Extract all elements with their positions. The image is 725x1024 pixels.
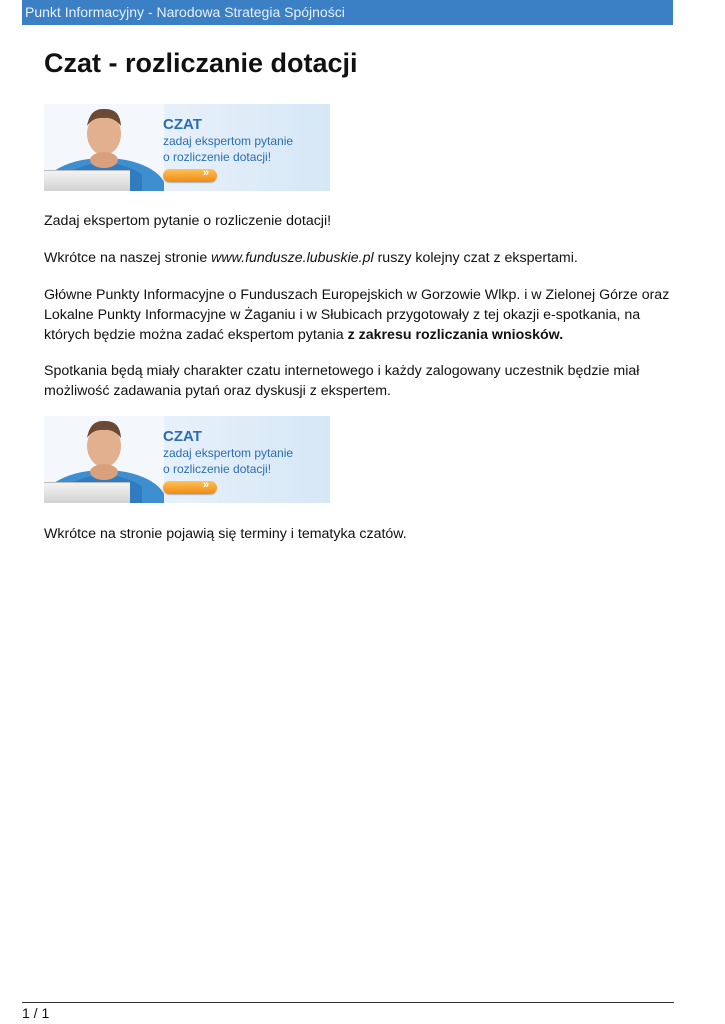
paragraph-announcement — [44, 248, 674, 268]
banner-line-1: zadaj ekspertom pytanie — [163, 446, 294, 460]
arrow-right-icon: » — [202, 479, 209, 491]
chat-banner-top[interactable] — [44, 104, 330, 191]
banner-line-2: o rozliczenie dotacji! — [163, 150, 272, 164]
organizers-bold-text: z zakresu rozliczania wniosków. — [347, 327, 564, 343]
organizers-text: Główne Punkty Informacyjne o Funduszach Europejskich w Gorzowie Wlkp. i w Zielonej Górze oraz Lokalne Punkty Informacyjne w Żaganiu i w Słubicach przygotowały z tej okazji e-spotkania, na których będzie można zadać ekspertom pytania — [44, 287, 670, 343]
paragraph-schedule: Wkrótce na stronie pojawią się terminy i tematyka czatów. — [44, 526, 407, 542]
footer-divider — [22, 1002, 674, 1003]
page-number: 1 / 1 — [22, 1005, 50, 1021]
banner-line-2: o rozliczenie dotacji! — [163, 462, 272, 476]
announcement-text-after: ruszy kolejny czat z ekspertami. — [373, 250, 578, 266]
banner-title: CZAT — [163, 428, 202, 445]
site-header-bar — [22, 0, 673, 25]
announcement-text-before: Wkrótce na naszej stronie — [44, 250, 212, 266]
paragraph-intro: Zadaj ekspertom pytanie o rozliczenie dotacji! — [44, 213, 332, 229]
page-title: Czat - rozliczanie dotacji — [44, 48, 358, 78]
chat-banner-bottom[interactable] — [44, 416, 330, 503]
site-link[interactable]: www.fundusze.lubuskie.pl — [211, 250, 374, 266]
banner-go-button[interactable] — [163, 481, 217, 494]
arrow-right-icon: » — [202, 167, 209, 179]
laptop-image — [44, 482, 130, 503]
banner-title: CZAT — [163, 116, 202, 133]
paragraph-format: Spotkania będą miały charakter czatu internetowego i każdy zalogowany uczestnik będzie miał możliwość zadawania pytań oraz dyskusji z ekspertem. — [44, 363, 640, 399]
laptop-image — [44, 170, 130, 191]
paragraph-organizers — [44, 285, 674, 345]
banner-line-1: zadaj ekspertom pytanie — [163, 134, 294, 148]
banner-go-button[interactable] — [163, 169, 217, 182]
site-title: Punkt Informacyjny - Narodowa Strategia Spójności — [25, 4, 345, 20]
